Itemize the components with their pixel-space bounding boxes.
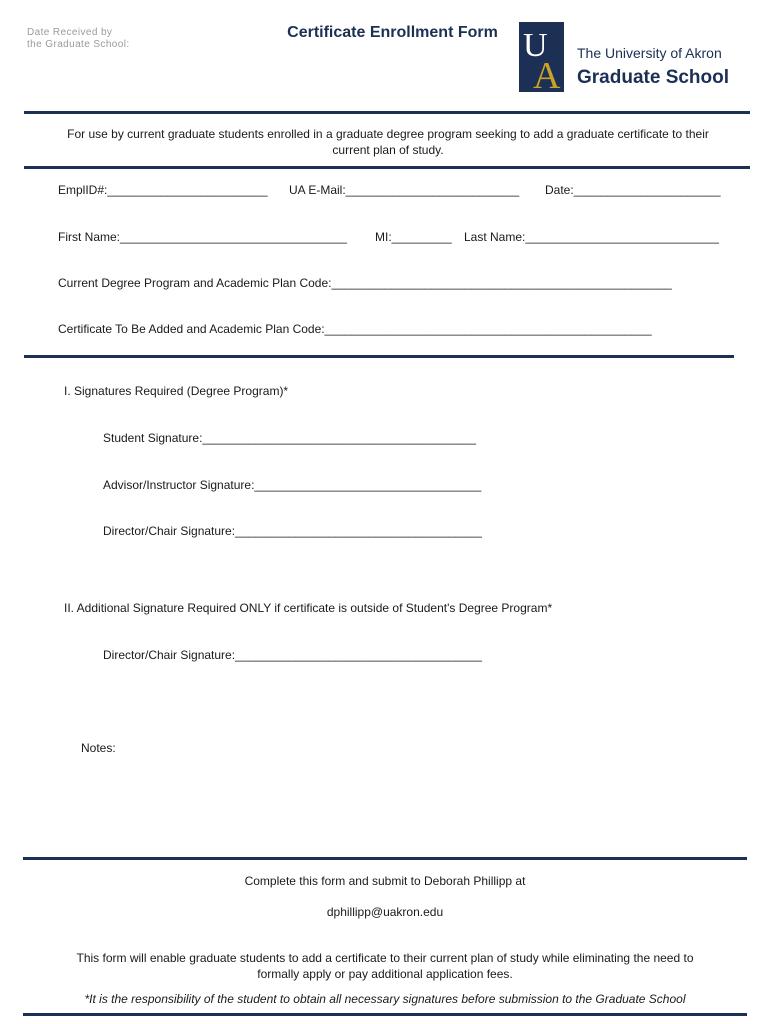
- first-name-field[interactable]: First Name:__________________________________: [58, 230, 347, 244]
- advisor-signature-field[interactable]: Advisor/Instructor Signature:__________________________________: [103, 478, 482, 492]
- date-received-line-2: the Graduate School:: [27, 39, 130, 50]
- last-name-field[interactable]: Last Name:_____________________________: [464, 230, 719, 244]
- divider: [24, 166, 750, 169]
- form-title: Certificate Enrollment Form: [287, 24, 498, 41]
- purpose-line-1: This form will enable graduate students to add a certificate to their current plan of study while eliminating the need to: [76, 951, 694, 965]
- purpose-line-2: formally apply or pay additional application fees.: [257, 967, 513, 981]
- divider: [23, 1013, 747, 1016]
- director-signature-field[interactable]: Director/Chair Signature:_____________________________________: [103, 524, 482, 538]
- svg-text:A: A: [533, 55, 561, 92]
- responsibility-note: *It is the responsibility of the student to obtain all necessary signatures before submission to the Graduate School: [84, 992, 686, 1006]
- student-signature-field[interactable]: Student Signature:_________________________________________: [103, 431, 477, 445]
- ua-logo-icon: [519, 22, 564, 92]
- university-name: The University of Akron: [577, 45, 722, 61]
- submit-email: dphillipp@uakron.edu: [326, 905, 444, 919]
- submit-instruction: Complete this form and submit to Deborah Phillipp at: [244, 874, 526, 888]
- divider: [24, 355, 734, 358]
- certificate-field[interactable]: Certificate To Be Added and Academic Plan Code:_________________________________________________: [58, 322, 652, 336]
- divider: [23, 857, 747, 860]
- ua-email-field[interactable]: UA E-Mail:__________________________: [289, 183, 520, 197]
- notes-label: Notes:: [81, 741, 116, 755]
- director-signature-2-field[interactable]: Director/Chair Signature:_____________________________________: [103, 648, 482, 662]
- university-logo: [519, 22, 564, 92]
- date-received-line-1: Date Received by: [27, 27, 113, 38]
- svg-text:U: U: [523, 27, 548, 64]
- intro-text: For use by current graduate students enrolled in a graduate degree program seeking to add a graduate certificate to their current plan of study.: [67, 127, 709, 157]
- date-field[interactable]: Date:______________________: [545, 183, 721, 197]
- section-1-title: I. Signatures Required (Degree Program)*: [64, 384, 289, 398]
- current-degree-field[interactable]: Current Degree Program and Academic Plan Code:___________________________________________________: [58, 276, 672, 290]
- graduate-school-name: Graduate School: [577, 67, 730, 88]
- date-received-label: [27, 27, 130, 51]
- middle-initial-field[interactable]: MI:_________: [375, 230, 452, 244]
- emplid-field[interactable]: EmplID#:________________________: [58, 183, 268, 197]
- divider: [24, 111, 750, 114]
- section-2-title: II. Additional Signature Required ONLY if certificate is outside of Student's Degree Program*: [64, 601, 553, 615]
